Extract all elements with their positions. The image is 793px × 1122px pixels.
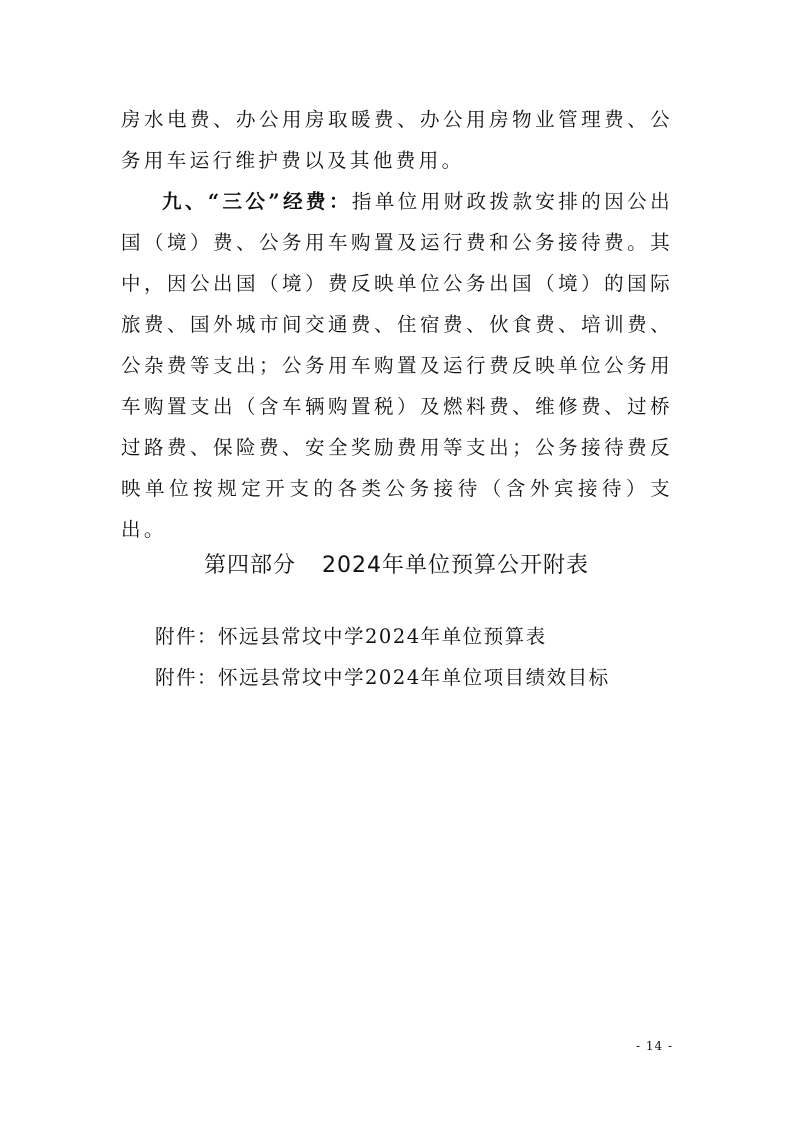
page-number: - 14 - — [635, 1039, 673, 1053]
section-heading — [0, 551, 793, 581]
attachment-performance-targets: 附件：怀远县常坟中学2024年单位项目绩效目标 — [155, 666, 610, 689]
section-title-text: 2024年单位预算公开附表 — [322, 553, 589, 578]
attachment-budget-table: 附件：怀远县常坟中学2024年单位预算表 — [155, 625, 547, 648]
paragraph-continuation: 房水电费、办公用房取暖费、办公用房物业管理费、公务用车运行维护费以及其他费用。 — [121, 108, 673, 172]
paragraph-heading: 九、“三公”经费： — [162, 190, 352, 213]
paragraph-body: 指单位用财政拨款安排的因公出国（境）费、公务用车购置及运行费和公务接待费。其中，因公出国（境）费反映单位公务出国（境）的国际旅费、国外城市间交通费、住宿费、伙食费、培训费、公杂费等支出；公务用车购置及运行费反映单位公务用车购置支出（含车辆购置税）及燃料费、维修费、过桥过路费、保险费、安全奖励费用等支出；公务接待费反映单位按规定开支的各类公务接待（含外宾接待）支出。 — [121, 190, 673, 541]
section-part-label: 第四部分 — [203, 553, 296, 578]
paragraph-three-public-expenses — [121, 181, 673, 550]
